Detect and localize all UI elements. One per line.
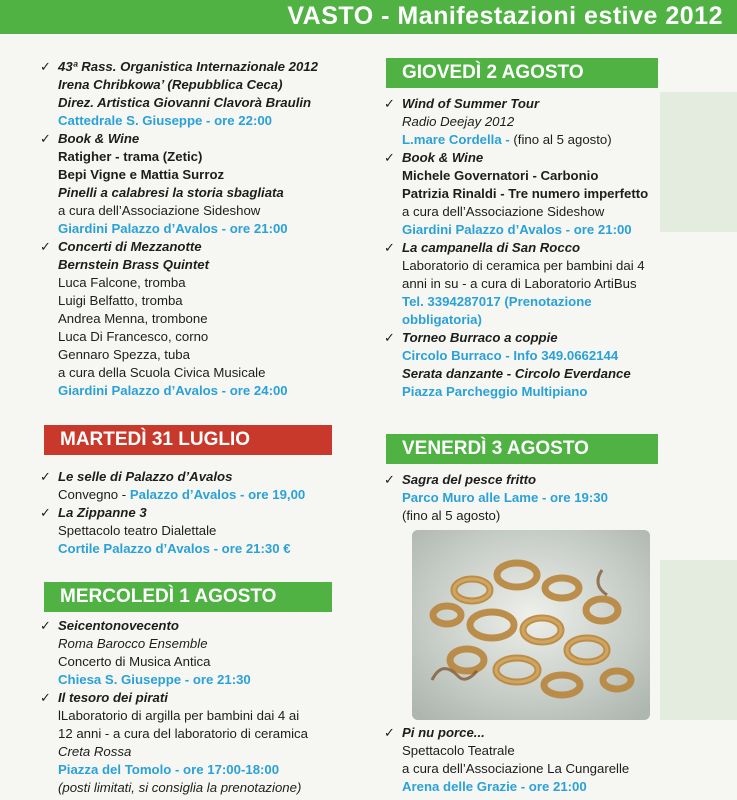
event-item: [384, 329, 724, 401]
event-line: Giardini Palazzo d’Avalos - ore 21:00: [402, 222, 632, 237]
event-line: lLaboratorio di argilla per bambini dai 4 ai: [58, 708, 300, 723]
event-item: [384, 724, 724, 796]
check-icon: ✓: [384, 240, 395, 255]
event-line: Piazza del Tomolo - ore 17:00-18:00: [58, 762, 280, 777]
event-line: Le selle di Palazzo d’Avalos: [58, 469, 233, 484]
side-band-decoration: [660, 560, 737, 720]
check-icon: ✓: [384, 725, 395, 740]
check-icon: ✓: [40, 469, 51, 484]
event-line: Torneo Burraco a coppie: [402, 330, 558, 345]
event-line: Parco Muro alle Lame - ore 19:30: [402, 490, 608, 505]
event-line: Michele Governatori - Carbonio: [402, 168, 599, 183]
event-line: obbligatoria): [402, 312, 482, 327]
event-line: La Zippanne 3: [58, 505, 147, 520]
event-item: [40, 238, 360, 400]
section-header-venerdi: VENERDÌ 3 AGOSTO: [386, 434, 658, 464]
check-icon: ✓: [40, 618, 51, 633]
event-line: Giardini Palazzo d’Avalos - ore 21:00: [58, 221, 288, 236]
giovedi-events: [384, 95, 724, 401]
event-line: 43ª Rass. Organistica Internazionale 2012: [58, 59, 318, 74]
left-column-events: [40, 58, 360, 400]
event-item: [384, 471, 724, 525]
mercoledi-events: [40, 617, 360, 797]
event-line: Roma Barocco Ensemble: [58, 636, 208, 651]
event-line: Radio Deejay 2012: [402, 114, 515, 129]
check-icon: ✓: [40, 505, 51, 520]
event-line: Gennaro Spezza, tuba: [58, 347, 190, 362]
event-line: (fino al 5 agosto): [402, 508, 501, 523]
event-line: 12 anni - a cura del laboratorio di ceramica: [58, 726, 308, 741]
event-line: Luigi Belfatto, tromba: [58, 293, 183, 308]
event-line: Seicentonovecento: [58, 618, 179, 633]
event-item: [384, 149, 724, 239]
event-item: [40, 504, 360, 558]
event-line: a cura della Scuola Civica Musicale: [58, 365, 266, 380]
section-header-giovedi: GIOVEDÌ 2 AGOSTO: [386, 58, 658, 88]
event-line: Luca Di Francesco, corno: [58, 329, 209, 344]
event-line: Chiesa S. Giuseppe - ore 21:30: [58, 672, 251, 687]
event-line: Arena delle Grazie - ore 21:00: [402, 779, 587, 794]
event-line: Andrea Menna, trombone: [58, 311, 208, 326]
event-line: Piazza Parcheggio Multipiano: [402, 384, 588, 399]
event-line: Book & Wine: [402, 150, 484, 165]
check-icon: ✓: [40, 131, 51, 146]
venerdi-events: [384, 471, 724, 525]
martedi-events: [40, 468, 360, 558]
event-line: La campanella di San Rocco: [402, 240, 581, 255]
event-line: Bernstein Brass Quintet: [58, 257, 209, 272]
check-icon: ✓: [40, 59, 51, 74]
event-line: Cattedrale S. Giuseppe - ore 22:00: [58, 113, 273, 128]
event-item: [384, 95, 724, 149]
event-line: a cura dell’Associazione La Cungarelle: [402, 761, 630, 776]
event-line: Luca Falcone, tromba: [58, 275, 186, 290]
event-item: [40, 617, 360, 689]
check-icon: ✓: [384, 330, 395, 345]
event-line: Pinelli a calabresi la storia sbagliata: [58, 185, 284, 200]
event-line: Ratigher - trama (Zetic): [58, 149, 203, 164]
event-line: Giardini Palazzo d’Avalos - ore 24:00: [58, 383, 288, 398]
page-banner: [0, 0, 737, 34]
page-title: VASTO - Manifestazioni estive 2012: [287, 2, 723, 30]
event-line: Spettacolo Teatrale: [402, 743, 515, 758]
event-line: Book & Wine: [58, 131, 140, 146]
event-line: Serata danzante - Circolo Everdance: [402, 366, 631, 381]
check-icon: ✓: [40, 239, 51, 254]
event-line: Concerto di Musica Antica: [58, 654, 211, 669]
event-line: Convegno - Palazzo d’Avalos - ore 19,00: [58, 487, 306, 502]
fried-calamari-photo: [412, 530, 650, 720]
event-line: a cura dell’Associazione Sideshow: [58, 203, 261, 218]
event-line: Bepi Vigne e Mattia Surroz: [58, 167, 225, 182]
event-line: Tel. 3394287017 (Prenotazione: [402, 294, 592, 309]
check-icon: ✓: [384, 150, 395, 165]
event-line: Spettacolo teatro Dialettale: [58, 523, 217, 538]
event-item: [40, 468, 360, 504]
event-line: Cortile Palazzo d’Avalos - ore 21:30 €: [58, 541, 291, 556]
event-line: (posti limitati, si consiglia la prenotazione): [58, 780, 302, 795]
event-item: [40, 58, 360, 130]
event-line: Circolo Burraco - Info 349.0662144: [402, 348, 619, 363]
check-icon: ✓: [384, 472, 395, 487]
event-line: Sagra del pesce fritto: [402, 472, 537, 487]
event-line: Irena Chribkowa’ (Repubblica Ceca): [58, 77, 283, 92]
event-line: Laboratorio di ceramica per bambini dai 4: [402, 258, 645, 273]
event-line: anni in su - a cura di Laboratorio ArtiBus: [402, 276, 637, 291]
section-header-mercoledi: MERCOLEDÌ 1 AGOSTO: [44, 582, 332, 612]
pinu-porce-event: [384, 724, 724, 796]
event-line: Patrizia Rinaldi - Tre numero imperfetto: [402, 186, 649, 201]
event-line: Concerti di Mezzanotte: [58, 239, 202, 254]
check-icon: ✓: [384, 96, 395, 111]
event-line: Il tesoro dei pirati: [58, 690, 168, 705]
event-line: Creta Rossa: [58, 744, 132, 759]
check-icon: ✓: [40, 690, 51, 705]
event-line: L.mare Cordella - (fino al 5 agosto): [402, 132, 612, 147]
event-line: a cura dell’Associazione Sideshow: [402, 204, 605, 219]
section-header-martedi: MARTEDÌ 31 LUGLIO: [44, 425, 332, 455]
event-line: Wind of Summer Tour: [402, 96, 540, 111]
event-line: Pi nu porce...: [402, 725, 485, 740]
event-item: [40, 689, 360, 797]
event-item: [384, 239, 724, 329]
event-line: Direz. Artistica Giovanni Clavorà Braulin: [58, 95, 312, 110]
event-item: [40, 130, 360, 238]
calamari-illustration: [412, 530, 650, 720]
